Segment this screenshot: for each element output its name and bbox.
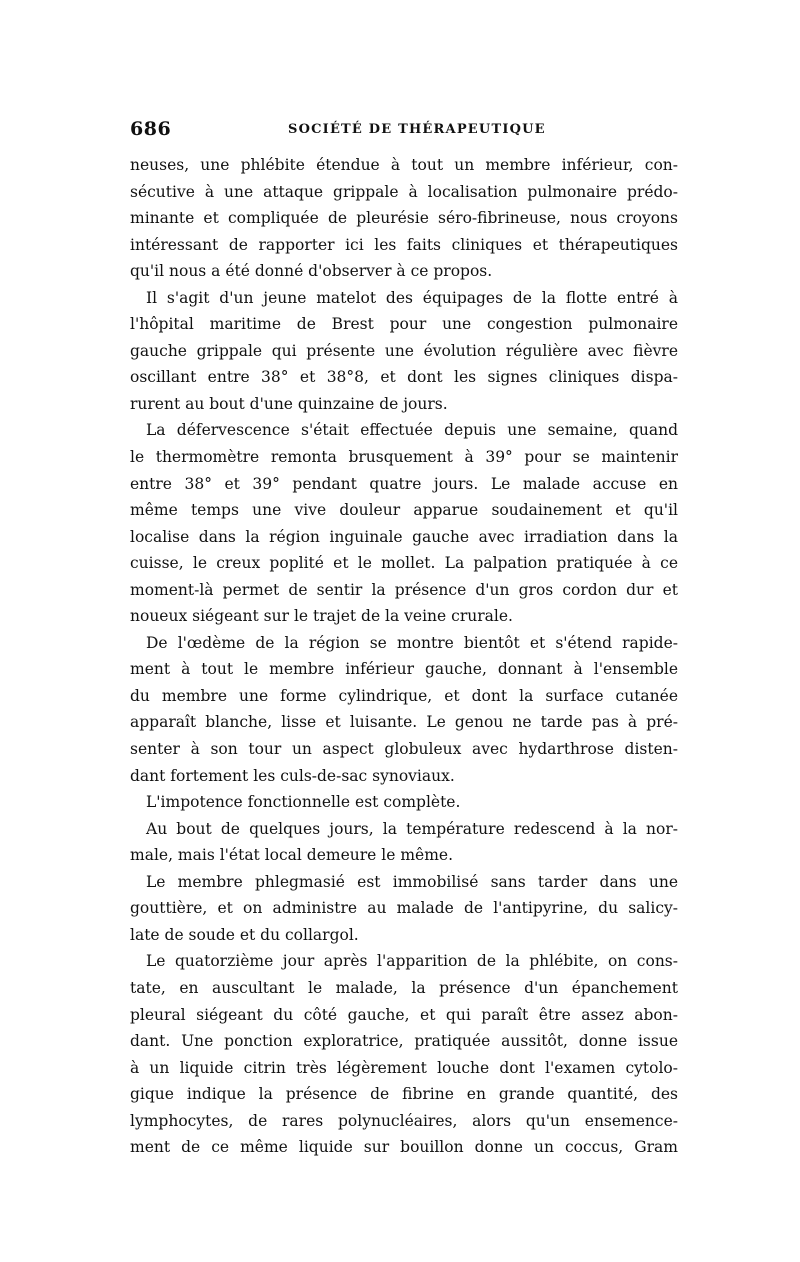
text-line: neuses, une phlébite étendue à tout un membre inférieur, con- [130, 156, 678, 174]
text-line: pleural siégeant du côté gauche, et qui paraît être assez abon- [130, 1005, 678, 1024]
running-title: SOCIÉTÉ DE THÉRAPEUTIQUE [288, 122, 546, 137]
text-line: Il s'agit d'un jeune matelot des équipages de la flotte entré à [146, 288, 678, 307]
text-line: tate, en auscultant le malade, la présence d'un épanchement [130, 978, 678, 997]
text-line: gauche grippale qui présente une évolution régulière avec fièvre [130, 341, 678, 360]
text-line: sécutive à une attaque grippale à localisation pulmonaire prédo- [130, 182, 678, 201]
text-line: lymphocytes, de rares polynucléaires, alors qu'un ensemence- [130, 1111, 678, 1130]
text-line: senter à son tour un aspect globuleux avec hydarthrose disten- [130, 740, 678, 759]
text-line: minante et compliquée de pleurésie séro-fibrineuse, nous croyons [130, 209, 678, 228]
text-line: du membre une forme cylindrique, et dont la surface cutanée [130, 686, 678, 705]
text-line: à un liquide citrin très légèrement louche dont l'examen cytolo- [130, 1058, 678, 1077]
text-line: intéressant de rapporter ici les faits cliniques et thérapeutiques [130, 235, 678, 254]
text-line: Au bout de quelques jours, la température redescend à la nor- [146, 819, 678, 838]
text-line: Le quatorzième jour après l'apparition de la phlébite, on cons- [146, 952, 678, 971]
text-line: l'hôpital maritime de Brest pour une congestion pulmonaire [130, 315, 678, 334]
text-line: dant fortement les culs-de-sac synoviaux. [130, 766, 455, 785]
text-line: La défervescence s'était effectuée depuis une semaine, quand [146, 421, 678, 440]
text-line: ment à tout le membre inférieur gauche, donnant à l'ensemble [130, 660, 678, 679]
text-line: De l'œdème de la région se montre bientôt et s'étend rapide- [146, 633, 678, 652]
text-line: entre 38° et 39° pendant quatre jours. Le malade accuse en [130, 474, 678, 493]
text-line: noueux siégeant sur le trajet de la veine crurale. [130, 607, 513, 626]
body-text [130, 152, 678, 1161]
running-header [130, 118, 678, 142]
text-line: Le membre phlegmasié est immobilisé sans tarder dans une [146, 872, 678, 891]
text-line: localise dans la région inguinale gauche avec irradiation dans la [130, 527, 678, 546]
text-line: apparaît blanche, lisse et luisante. Le genou ne tarde pas à pré- [130, 713, 678, 732]
text-line: male, mais l'état local demeure le même. [130, 846, 453, 865]
text-line: gique indique la présence de fibrine en grande quantité, des [130, 1085, 678, 1104]
text-line: L'impotence fonctionnelle est complète. [146, 793, 461, 812]
text-line: gouttière, et on administre au malade de l'antipyrine, du salicy- [130, 899, 678, 918]
text-line: cuisse, le creux poplité et le mollet. La palpation pratiquée à ce [130, 554, 678, 573]
text-line: qu'il nous a été donné d'observer à ce propos. [130, 262, 493, 281]
text-line: le thermomètre remonta brusquement à 39° pour se maintenir [130, 448, 678, 467]
text-line: ment de ce même liquide sur bouillon donne un coccus, Gram [130, 1138, 678, 1157]
text-line: dant. Une ponction exploratrice, pratiquée aussitôt, donne issue [130, 1032, 678, 1051]
text-line: même temps une vive douleur apparue soudainement et qu'il [130, 501, 678, 520]
text-line: late de soude et du collargol. [130, 925, 359, 944]
page-number: 686 [130, 118, 172, 140]
text-line: rurent au bout d'une quinzaine de jours. [130, 394, 448, 413]
text-line: moment-là permet de sentir la présence d'un gros cordon dur et [130, 580, 678, 599]
text-line: oscillant entre 38° et 38°8, et dont les signes cliniques dispa- [130, 368, 678, 387]
